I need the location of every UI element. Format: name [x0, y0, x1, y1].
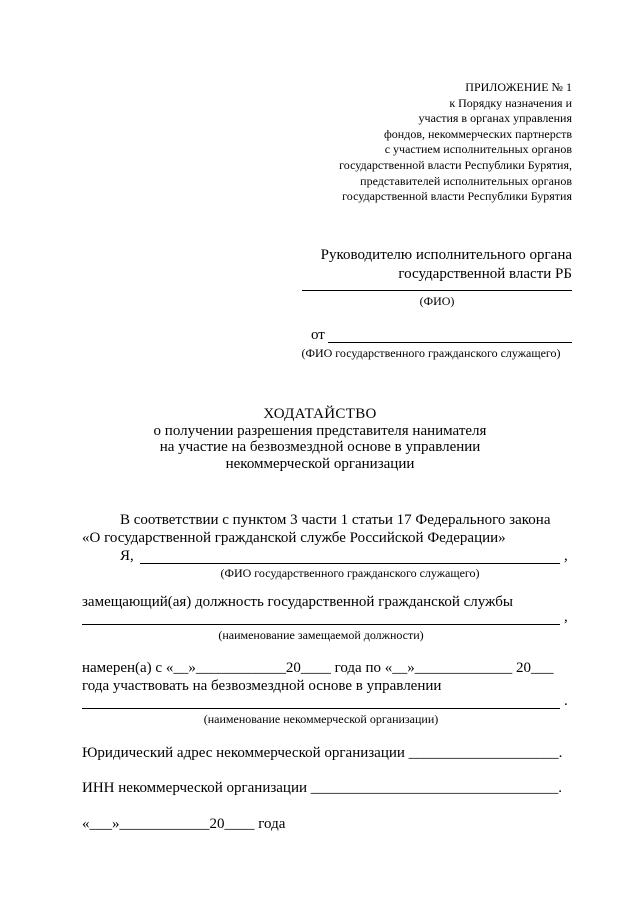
intro-line1: В соответствии с пунктом 3 части 1 статьи 17 Федерального закона	[120, 512, 551, 528]
intent-line: намерен(а) с «__»____________20____ года по «__»_____________ 20___	[82, 660, 554, 676]
comma: ,	[564, 609, 568, 625]
fio-input-line[interactable]	[140, 563, 560, 564]
appendix-line: представителей исполнительных органов	[360, 173, 572, 188]
date-line: «___»____________20____ года	[82, 816, 286, 832]
from-line[interactable]	[328, 342, 572, 343]
legal-address-line: Юридический адрес некоммерческой организации ____________________.	[82, 745, 563, 761]
appendix-header	[339, 80, 572, 205]
appendix-line: ПРИЛОЖЕНИЕ № 1	[465, 80, 572, 94]
fio-caption: (ФИО)	[419, 294, 455, 308]
appendix-line: государственной власти Республики Бурятия	[342, 189, 572, 204]
addressee-block	[321, 246, 572, 284]
document-title	[0, 406, 640, 472]
appendix-line: к Порядку назначения и	[449, 95, 572, 110]
period: .	[564, 693, 568, 709]
fio-line[interactable]	[302, 290, 572, 291]
appendix-line: с участием исполнительных органов	[384, 142, 572, 157]
intro-line2: «О государственной гражданской службе Российской Федерации»	[82, 530, 506, 546]
participate-line: года участвовать на безвозмездной основе в управлении	[82, 678, 442, 694]
appendix-line: участия в органах управления	[418, 111, 572, 126]
organization-input-line[interactable]	[82, 708, 560, 709]
appendix-line: фондов, некоммерческих партнерств	[384, 126, 572, 141]
addressee-line2: государственной власти РБ	[398, 266, 572, 282]
title-sub: о получении разрешения представителя нанимателя	[153, 422, 487, 439]
position-caption: (наименование замещаемой должности)	[218, 628, 424, 642]
appendix-line: государственной власти Республики Бурятия,	[339, 157, 572, 172]
inn-line: ИНН некоммерческой организации _________________________________.	[82, 780, 563, 796]
from-caption: (ФИО государственного гражданского служащего)	[301, 346, 561, 360]
addressee-line1: Руководителю исполнительного органа	[320, 247, 572, 263]
fio-employee-caption: (ФИО государственного гражданского служащего)	[220, 566, 480, 580]
position-input-line[interactable]	[82, 624, 560, 625]
title-sub: некоммерческой организации	[225, 455, 415, 472]
title-sub: на участие на безвозмездной основе в управлении	[159, 439, 481, 455]
organization-caption: (наименование некоммерческой организации)	[203, 712, 439, 726]
comma: ,	[564, 548, 568, 564]
title-main: ХОДАТАЙСТВО	[263, 406, 377, 422]
i-label: Я,	[120, 548, 134, 564]
from-label: от	[311, 327, 325, 343]
position-label: замещающий(ая) должность государственной гражданской службы	[82, 594, 513, 610]
